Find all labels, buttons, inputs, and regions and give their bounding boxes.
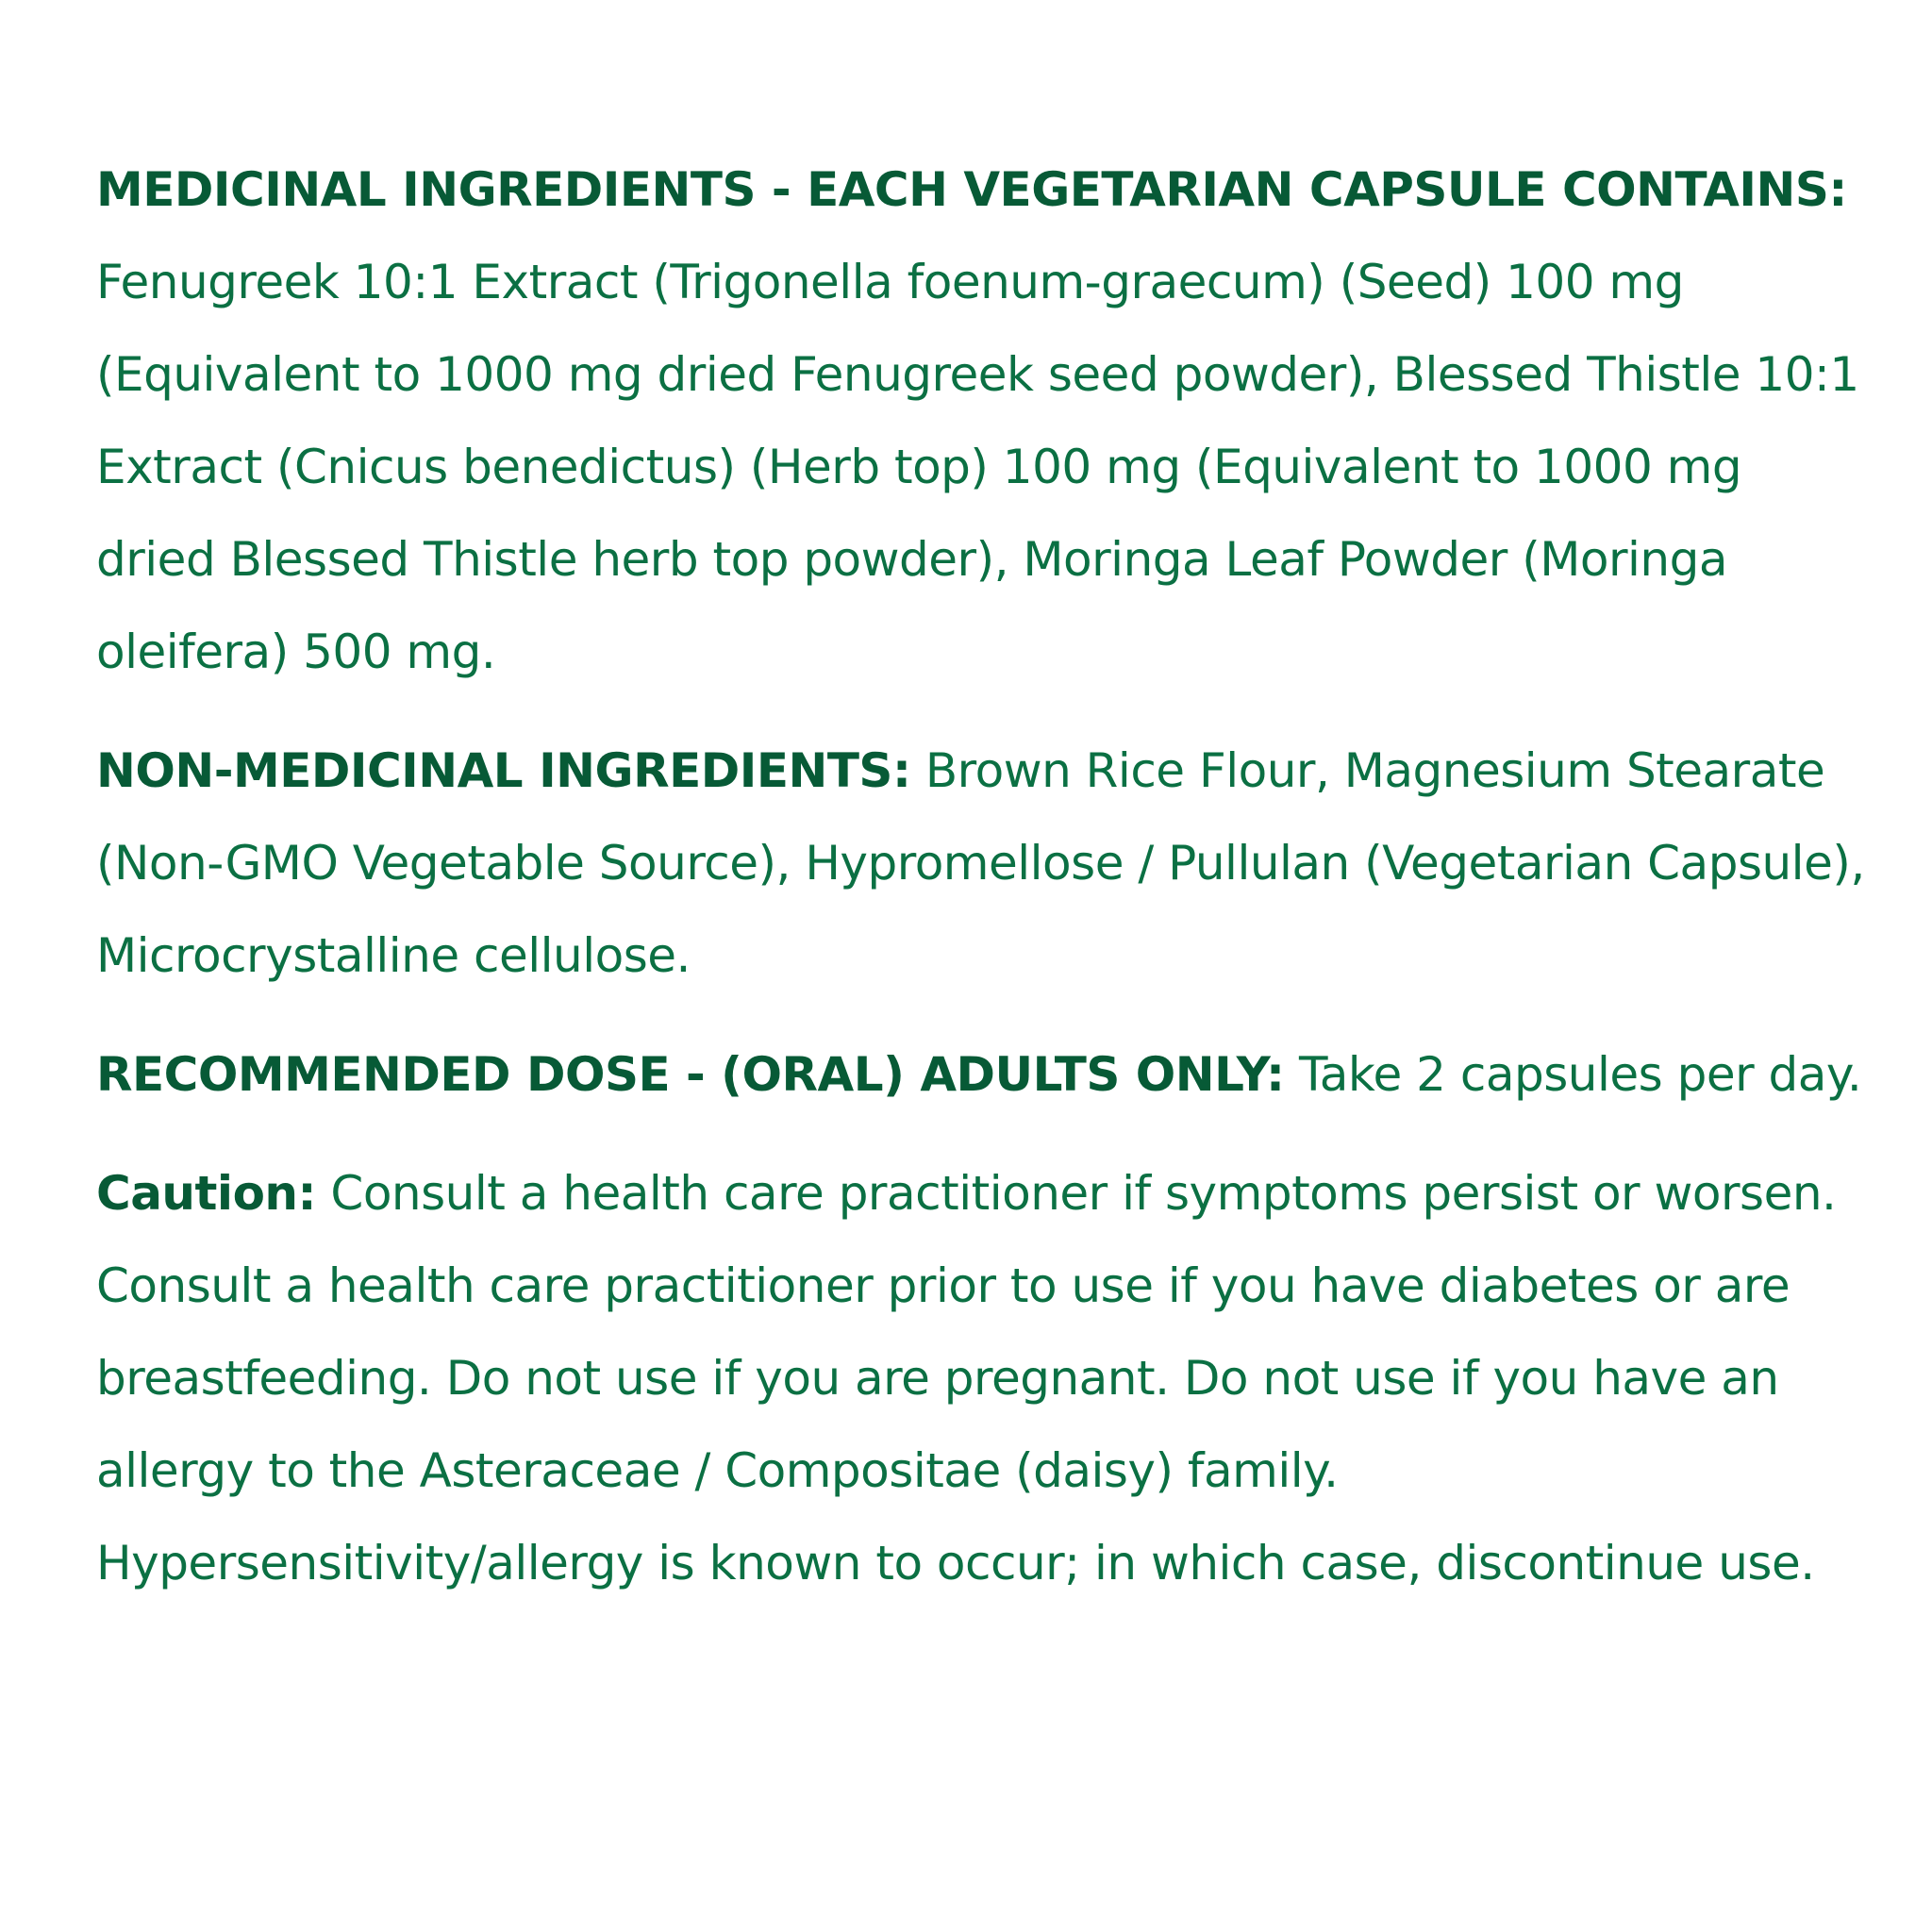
caution-section bbox=[96, 1147, 1870, 1609]
non-medicinal-ingredients-heading: NON-MEDICINAL INGREDIENTS: bbox=[96, 743, 911, 798]
non-medicinal-ingredients-text: Brown Rice Flour, Magnesium Stearate (Non-GMO Vegetable Source), Hypromellose / Pullulan (Vegetarian Capsule), Microcrystalline cellulose. bbox=[96, 743, 1865, 983]
medicinal-ingredients-section bbox=[96, 143, 1870, 698]
recommended-dose-text: Take 2 capsules per day. bbox=[1298, 1047, 1862, 1102]
caution-heading: Caution: bbox=[96, 1166, 317, 1221]
non-medicinal-ingredients-section bbox=[96, 724, 1870, 1002]
recommended-dose-heading: RECOMMENDED DOSE - (ORAL) ADULTS ONLY: bbox=[96, 1047, 1285, 1102]
caution-text: Consult a health care practitioner if symptoms persist or worsen. Consult a health care practitioner prior to use if you have diabetes or are breastfeeding. Do not use if you are pregnant. Do not use if you have an allergy to the Asteraceae / Compositae (daisy) family. Hypersensitivity/allergy is known to occur; in which case, discontinue use. bbox=[96, 1166, 1837, 1591]
label-text-panel bbox=[96, 143, 1870, 1636]
recommended-dose-section bbox=[96, 1028, 1870, 1121]
medicinal-ingredients-text: Fenugreek 10:1 Extract (Trigonella foenum-graecum) (Seed) 100 mg (Equivalent to 1000 mg dried Fenugreek seed powder), Blessed Thistle 10:1 Extract (Cnicus benedictus) (Herb top) 100 mg (Equivalent to 1000 mg dried Blessed Thistle herb top powder), Moringa Leaf Powder (Moringa oleifera) 500 mg. bbox=[96, 255, 1859, 679]
medicinal-ingredients-heading: MEDICINAL INGREDIENTS - EACH VEGETARIAN CAPSULE CONTAINS: bbox=[96, 162, 1847, 217]
